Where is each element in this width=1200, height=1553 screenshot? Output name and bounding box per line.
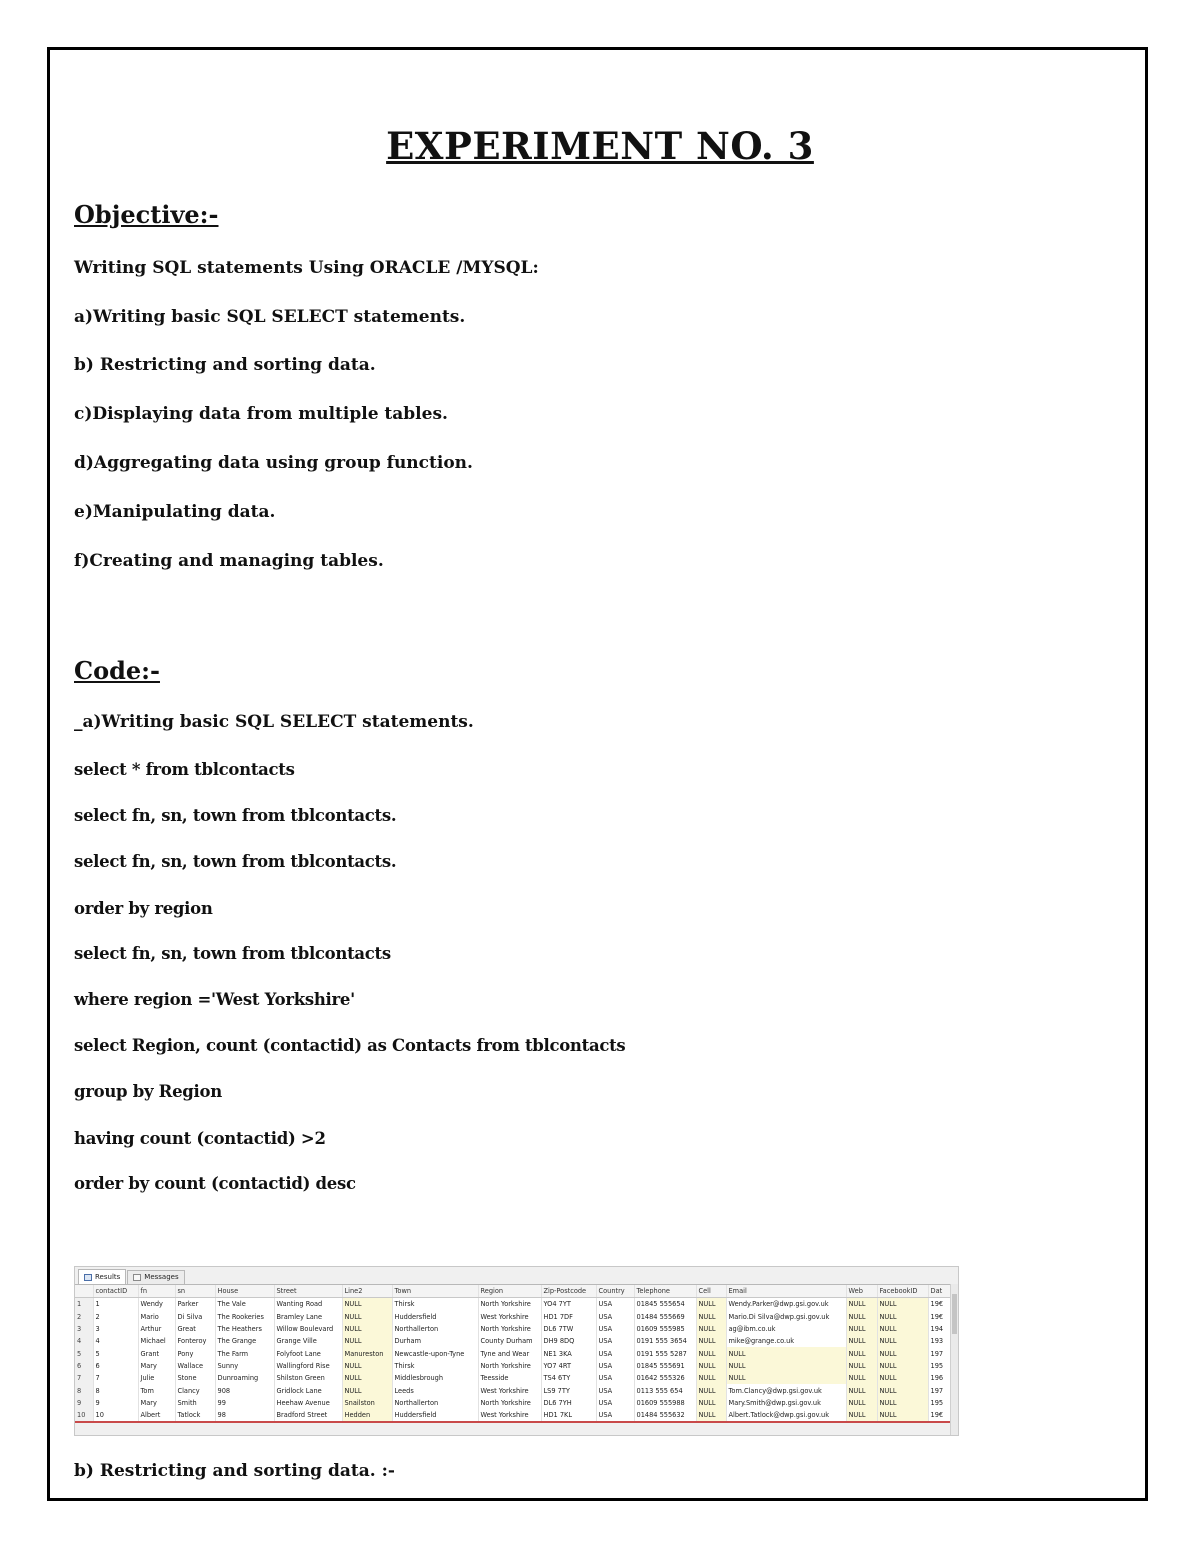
- table-cell: NULL: [877, 1323, 928, 1335]
- table-cell: Wendy.Parker@dwp.gsi.gov.uk: [726, 1298, 846, 1311]
- table-cell: Snailston: [342, 1397, 392, 1409]
- table-cell: 3: [93, 1323, 138, 1335]
- code-line: order by count (contactid) desc: [74, 1174, 356, 1193]
- objective-item: e)Manipulating data.: [74, 502, 276, 522]
- column-header[interactable]: Line2: [342, 1285, 392, 1298]
- table-cell: NE1 3KA: [541, 1347, 596, 1359]
- table-cell: NULL: [342, 1311, 392, 1323]
- table-cell: USA: [596, 1409, 634, 1422]
- table-row[interactable]: [75, 1397, 959, 1409]
- table-cell: NULL: [846, 1335, 877, 1347]
- results-tab-bar: [75, 1267, 958, 1285]
- table-cell: Great: [175, 1323, 215, 1335]
- table-cell: USA: [596, 1372, 634, 1384]
- table-cell: 10: [93, 1409, 138, 1422]
- table-cell: Dunroaming: [215, 1372, 274, 1384]
- table-cell: 1: [93, 1298, 138, 1311]
- table-row[interactable]: [75, 1311, 959, 1323]
- table-cell: NULL: [877, 1347, 928, 1359]
- column-header[interactable]: [75, 1285, 93, 1298]
- table-cell: mike@grange.co.uk: [726, 1335, 846, 1347]
- table-cell: 2: [93, 1311, 138, 1323]
- objective-item: f)Creating and managing tables.: [74, 551, 384, 571]
- grid-header-row: [75, 1285, 959, 1298]
- table-cell: Mary.Smith@dwp.gsi.gov.uk: [726, 1397, 846, 1409]
- table-cell: Folyfoot Lane: [274, 1347, 342, 1359]
- table-cell: 4: [93, 1335, 138, 1347]
- table-cell: 9: [93, 1397, 138, 1409]
- table-cell: DL6 7TW: [541, 1323, 596, 1335]
- table-cell: DL6 7YH: [541, 1397, 596, 1409]
- results-grid: [75, 1285, 959, 1423]
- table-cell: HD1 7DF: [541, 1311, 596, 1323]
- table-cell: The Heathers: [215, 1323, 274, 1335]
- column-header[interactable]: House: [215, 1285, 274, 1298]
- table-cell: NULL: [846, 1311, 877, 1323]
- table-cell: Thirsk: [392, 1298, 478, 1311]
- code-subheading: _a)Writing basic SQL SELECT statements.: [74, 712, 474, 732]
- table-row[interactable]: [75, 1384, 959, 1396]
- table-cell: USA: [596, 1397, 634, 1409]
- table-cell: NULL: [726, 1360, 846, 1372]
- table-cell: 19€: [928, 1298, 959, 1311]
- table-cell: USA: [596, 1323, 634, 1335]
- objective-item: c)Displaying data from multiple tables.: [74, 404, 448, 424]
- table-cell: NULL: [342, 1298, 392, 1311]
- table-cell: NULL: [726, 1347, 846, 1359]
- table-cell: 19€: [928, 1409, 959, 1422]
- table-cell: Clancy: [175, 1384, 215, 1396]
- table-cell: 01484 555632: [634, 1409, 696, 1422]
- row-number[interactable]: 7: [75, 1372, 93, 1384]
- table-cell: Leeds: [392, 1384, 478, 1396]
- table-cell: 195: [928, 1397, 959, 1409]
- table-cell: Tyne and Wear: [478, 1347, 541, 1359]
- row-number[interactable]: 2: [75, 1311, 93, 1323]
- table-cell: 01484 555669: [634, 1311, 696, 1323]
- results-screenshot: [74, 1266, 959, 1436]
- column-header[interactable]: fn: [138, 1285, 175, 1298]
- table-row[interactable]: [75, 1409, 959, 1422]
- column-header[interactable]: Cell: [696, 1285, 726, 1298]
- table-cell: 01609 555988: [634, 1397, 696, 1409]
- table-cell: Tom.Clancy@dwp.gsi.gov.uk: [726, 1384, 846, 1396]
- table-cell: NULL: [342, 1372, 392, 1384]
- table-cell: Willow Boulevard: [274, 1323, 342, 1335]
- tab-messages[interactable]: [127, 1270, 184, 1284]
- table-cell: 197: [928, 1347, 959, 1359]
- table-cell: NULL: [696, 1335, 726, 1347]
- table-cell: NULL: [846, 1384, 877, 1396]
- table-cell: The Vale: [215, 1298, 274, 1311]
- table-cell: Heehaw Avenue: [274, 1397, 342, 1409]
- table-cell: Mary: [138, 1360, 175, 1372]
- code-line: order by region: [74, 899, 213, 918]
- table-cell: TS4 6TY: [541, 1372, 596, 1384]
- table-cell: Mario: [138, 1311, 175, 1323]
- table-cell: NULL: [342, 1360, 392, 1372]
- table-cell: 197: [928, 1384, 959, 1396]
- table-cell: NULL: [846, 1298, 877, 1311]
- table-cell: Northallerton: [392, 1323, 478, 1335]
- objective-item: a)Writing basic SQL SELECT statements.: [74, 307, 466, 327]
- row-number[interactable]: 1: [75, 1298, 93, 1311]
- row-number[interactable]: 9: [75, 1397, 93, 1409]
- table-cell: NULL: [726, 1372, 846, 1384]
- table-cell: 193: [928, 1335, 959, 1347]
- table-cell: NULL: [342, 1384, 392, 1396]
- table-cell: Stone: [175, 1372, 215, 1384]
- objective-item: b) Restricting and sorting data.: [74, 355, 376, 375]
- table-cell: NULL: [696, 1298, 726, 1311]
- table-cell: DH9 8DQ: [541, 1335, 596, 1347]
- table-cell: NULL: [846, 1397, 877, 1409]
- table-cell: North Yorkshire: [478, 1298, 541, 1311]
- table-cell: YO4 7YT: [541, 1298, 596, 1311]
- table-cell: Albert: [138, 1409, 175, 1422]
- table-cell: Huddersfield: [392, 1311, 478, 1323]
- table-cell: USA: [596, 1298, 634, 1311]
- table-cell: 01642 555326: [634, 1372, 696, 1384]
- table-cell: HD1 7KL: [541, 1409, 596, 1422]
- table-cell: USA: [596, 1311, 634, 1323]
- table-cell: Sunny: [215, 1360, 274, 1372]
- column-header[interactable]: Country: [596, 1285, 634, 1298]
- code-line: select fn, sn, town from tblcontacts.: [74, 806, 397, 825]
- table-cell: NULL: [696, 1409, 726, 1422]
- grid-icon: [84, 1274, 92, 1281]
- table-cell: Pony: [175, 1347, 215, 1359]
- table-cell: USA: [596, 1384, 634, 1396]
- page-title: EXPERIMENT NO. 3: [386, 124, 814, 168]
- table-cell: LS9 7TY: [541, 1384, 596, 1396]
- table-cell: Huddersfield: [392, 1409, 478, 1422]
- table-cell: NULL: [846, 1409, 877, 1422]
- table-cell: Mario.Di Silva@dwp.gsi.gov.uk: [726, 1311, 846, 1323]
- table-cell: Wallingford Rise: [274, 1360, 342, 1372]
- table-cell: NULL: [877, 1298, 928, 1311]
- table-row[interactable]: [75, 1298, 959, 1311]
- table-cell: 5: [93, 1347, 138, 1359]
- table-row[interactable]: [75, 1323, 959, 1335]
- row-number[interactable]: 3: [75, 1323, 93, 1335]
- table-cell: 0191 555 5287: [634, 1347, 696, 1359]
- table-cell: 8: [93, 1384, 138, 1396]
- table-cell: Middlesbrough: [392, 1372, 478, 1384]
- table-cell: Fonteroy: [175, 1335, 215, 1347]
- table-cell: Smith: [175, 1397, 215, 1409]
- table-cell: NULL: [877, 1335, 928, 1347]
- table-cell: Di Silva: [175, 1311, 215, 1323]
- table-cell: West Yorkshire: [478, 1311, 541, 1323]
- table-row[interactable]: [75, 1372, 959, 1384]
- objective-intro: Writing SQL statements Using ORACLE /MYSQL:: [74, 258, 539, 278]
- table-cell: Manureston: [342, 1347, 392, 1359]
- column-header[interactable]: Email: [726, 1285, 846, 1298]
- table-cell: NULL: [846, 1347, 877, 1359]
- column-header[interactable]: Town: [392, 1285, 478, 1298]
- column-header[interactable]: Street: [274, 1285, 342, 1298]
- table-cell: The Rookeries: [215, 1311, 274, 1323]
- table-cell: NULL: [696, 1372, 726, 1384]
- table-cell: NULL: [877, 1384, 928, 1396]
- table-cell: NULL: [342, 1323, 392, 1335]
- tab-results[interactable]: [78, 1269, 126, 1284]
- table-cell: Grange Ville: [274, 1335, 342, 1347]
- table-cell: 0113 555 654: [634, 1384, 696, 1396]
- row-number[interactable]: 10: [75, 1409, 93, 1422]
- table-row[interactable]: [75, 1335, 959, 1347]
- code-line: where region ='West Yorkshire': [74, 990, 355, 1009]
- table-cell: 19€: [928, 1311, 959, 1323]
- table-cell: Tom: [138, 1384, 175, 1396]
- column-header[interactable]: Dat: [928, 1285, 959, 1298]
- table-cell: 6: [93, 1360, 138, 1372]
- message-icon: [133, 1274, 141, 1281]
- table-cell: Michael: [138, 1335, 175, 1347]
- table-cell: Bradford Street: [274, 1409, 342, 1422]
- table-cell: 908: [215, 1384, 274, 1396]
- table-cell: Shilston Green: [274, 1372, 342, 1384]
- table-cell: NULL: [846, 1372, 877, 1384]
- table-cell: ag@ibm.co.uk: [726, 1323, 846, 1335]
- column-header[interactable]: Telephone: [634, 1285, 696, 1298]
- table-cell: Wendy: [138, 1298, 175, 1311]
- scrollbar-thumb[interactable]: [952, 1294, 957, 1334]
- table-row[interactable]: [75, 1360, 959, 1372]
- table-cell: Parker: [175, 1298, 215, 1311]
- table-cell: Tatlock: [175, 1409, 215, 1422]
- column-header[interactable]: sn: [175, 1285, 215, 1298]
- table-cell: The Grange: [215, 1335, 274, 1347]
- table-row[interactable]: [75, 1347, 959, 1359]
- table-cell: West Yorkshire: [478, 1409, 541, 1422]
- table-cell: NULL: [877, 1409, 928, 1422]
- table-cell: Durham: [392, 1335, 478, 1347]
- table-cell: Julie: [138, 1372, 175, 1384]
- table-cell: YO7 4RT: [541, 1360, 596, 1372]
- objective-heading: Objective:-: [74, 200, 219, 229]
- table-cell: USA: [596, 1335, 634, 1347]
- code-heading: Code:-: [74, 656, 160, 685]
- table-cell: County Durham: [478, 1335, 541, 1347]
- table-cell: NULL: [696, 1347, 726, 1359]
- table-cell: 196: [928, 1372, 959, 1384]
- table-cell: Gridlock Lane: [274, 1384, 342, 1396]
- table-cell: 0191 555 3654: [634, 1335, 696, 1347]
- table-cell: 194: [928, 1323, 959, 1335]
- column-header[interactable]: Region: [478, 1285, 541, 1298]
- table-cell: Teesside: [478, 1372, 541, 1384]
- table-cell: NULL: [696, 1311, 726, 1323]
- table-cell: Albert.Tatlock@dwp.gsi.gov.uk: [726, 1409, 846, 1422]
- table-cell: NULL: [877, 1360, 928, 1372]
- vertical-scrollbar[interactable]: [950, 1284, 958, 1436]
- table-cell: Wallace: [175, 1360, 215, 1372]
- table-cell: Grant: [138, 1347, 175, 1359]
- column-header[interactable]: contactID: [93, 1285, 138, 1298]
- table-cell: Bramley Lane: [274, 1311, 342, 1323]
- table-cell: North Yorkshire: [478, 1323, 541, 1335]
- table-cell: NULL: [696, 1323, 726, 1335]
- table-cell: 01845 555654: [634, 1298, 696, 1311]
- row-number[interactable]: 6: [75, 1360, 93, 1372]
- table-cell: Arthur: [138, 1323, 175, 1335]
- row-number[interactable]: 4: [75, 1335, 93, 1347]
- table-cell: Hedden: [342, 1409, 392, 1422]
- next-section-heading: b) Restricting and sorting data. :-: [74, 1461, 395, 1481]
- table-cell: NULL: [846, 1323, 877, 1335]
- column-header[interactable]: Web: [846, 1285, 877, 1298]
- table-cell: NULL: [342, 1335, 392, 1347]
- table-cell: NULL: [877, 1372, 928, 1384]
- table-cell: NULL: [877, 1311, 928, 1323]
- table-cell: 7: [93, 1372, 138, 1384]
- code-line: select * from tblcontacts: [74, 760, 295, 779]
- table-cell: USA: [596, 1347, 634, 1359]
- table-cell: Wanting Road: [274, 1298, 342, 1311]
- row-number[interactable]: 5: [75, 1347, 93, 1359]
- tab-messages-label: Messages: [144, 1273, 179, 1281]
- column-header[interactable]: FacebookID: [877, 1285, 928, 1298]
- code-line: select fn, sn, town from tblcontacts.: [74, 852, 397, 871]
- table-cell: Northallerton: [392, 1397, 478, 1409]
- table-cell: Thirsk: [392, 1360, 478, 1372]
- table-cell: 195: [928, 1360, 959, 1372]
- code-line: select Region, count (contactid) as Contacts from tblcontacts: [74, 1036, 626, 1055]
- table-cell: The Farm: [215, 1347, 274, 1359]
- table-cell: 01609 555985: [634, 1323, 696, 1335]
- table-cell: North Yorkshire: [478, 1360, 541, 1372]
- table-cell: 01845 555691: [634, 1360, 696, 1372]
- code-line: group by Region: [74, 1082, 222, 1101]
- table-cell: 98: [215, 1409, 274, 1422]
- row-number[interactable]: 8: [75, 1384, 93, 1396]
- objective-item: d)Aggregating data using group function.: [74, 453, 473, 473]
- table-cell: North Yorkshire: [478, 1397, 541, 1409]
- table-cell: 99: [215, 1397, 274, 1409]
- table-cell: West Yorkshire: [478, 1384, 541, 1396]
- tab-results-label: Results: [95, 1272, 121, 1281]
- table-cell: NULL: [696, 1384, 726, 1396]
- column-header[interactable]: Zip-Postcode: [541, 1285, 596, 1298]
- table-cell: USA: [596, 1360, 634, 1372]
- table-cell: NULL: [696, 1397, 726, 1409]
- code-line: select fn, sn, town from tblcontacts: [74, 944, 391, 963]
- table-cell: NULL: [846, 1360, 877, 1372]
- code-line: having count (contactid) >2: [74, 1129, 326, 1148]
- table-cell: NULL: [696, 1360, 726, 1372]
- table-cell: Newcastle-upon-Tyne: [392, 1347, 478, 1359]
- table-cell: NULL: [877, 1397, 928, 1409]
- table-cell: Mary: [138, 1397, 175, 1409]
